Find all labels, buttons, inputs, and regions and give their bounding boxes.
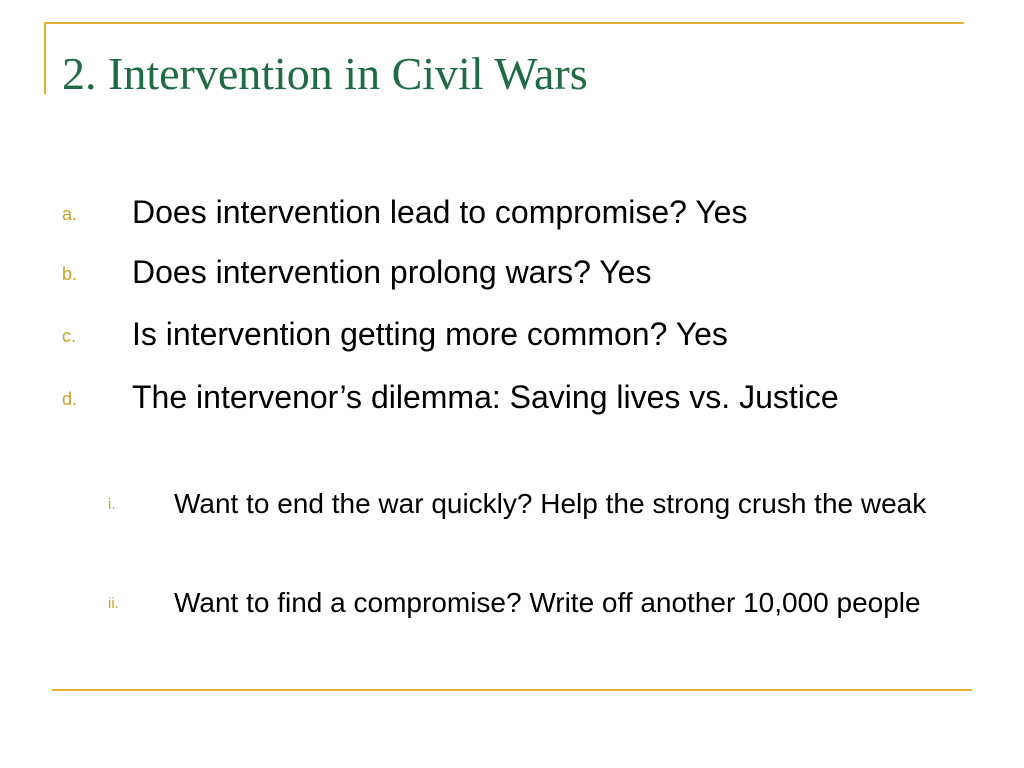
- list-item-text: The intervenor’s dilemma: Saving lives vs. Justice: [132, 379, 839, 415]
- list-marker: c.: [62, 326, 77, 346]
- sublist-item-text: Want to find a compromise? Write off another 10,000 people: [174, 587, 921, 618]
- sublist-item-text: Want to end the war quickly? Help the strong crush the weak: [174, 488, 927, 519]
- list-marker: d.: [62, 389, 78, 409]
- sublist-marker: i.: [108, 496, 116, 513]
- list-marker: b.: [62, 264, 78, 284]
- list-item-text: Does intervention prolong wars? Yes: [132, 254, 652, 290]
- list-item-text: Is intervention getting more common? Yes: [132, 316, 728, 352]
- list-marker: a.: [62, 204, 78, 224]
- frame-top-rule: [44, 22, 964, 24]
- slide-title: 2. Intervention in Civil Wars: [62, 48, 588, 99]
- list-item-text: Does intervention lead to compromise? Yes: [132, 194, 748, 230]
- sublist-marker: ii.: [108, 595, 119, 612]
- frame-bottom-rule: [52, 689, 972, 691]
- frame-left-rule: [44, 22, 46, 94]
